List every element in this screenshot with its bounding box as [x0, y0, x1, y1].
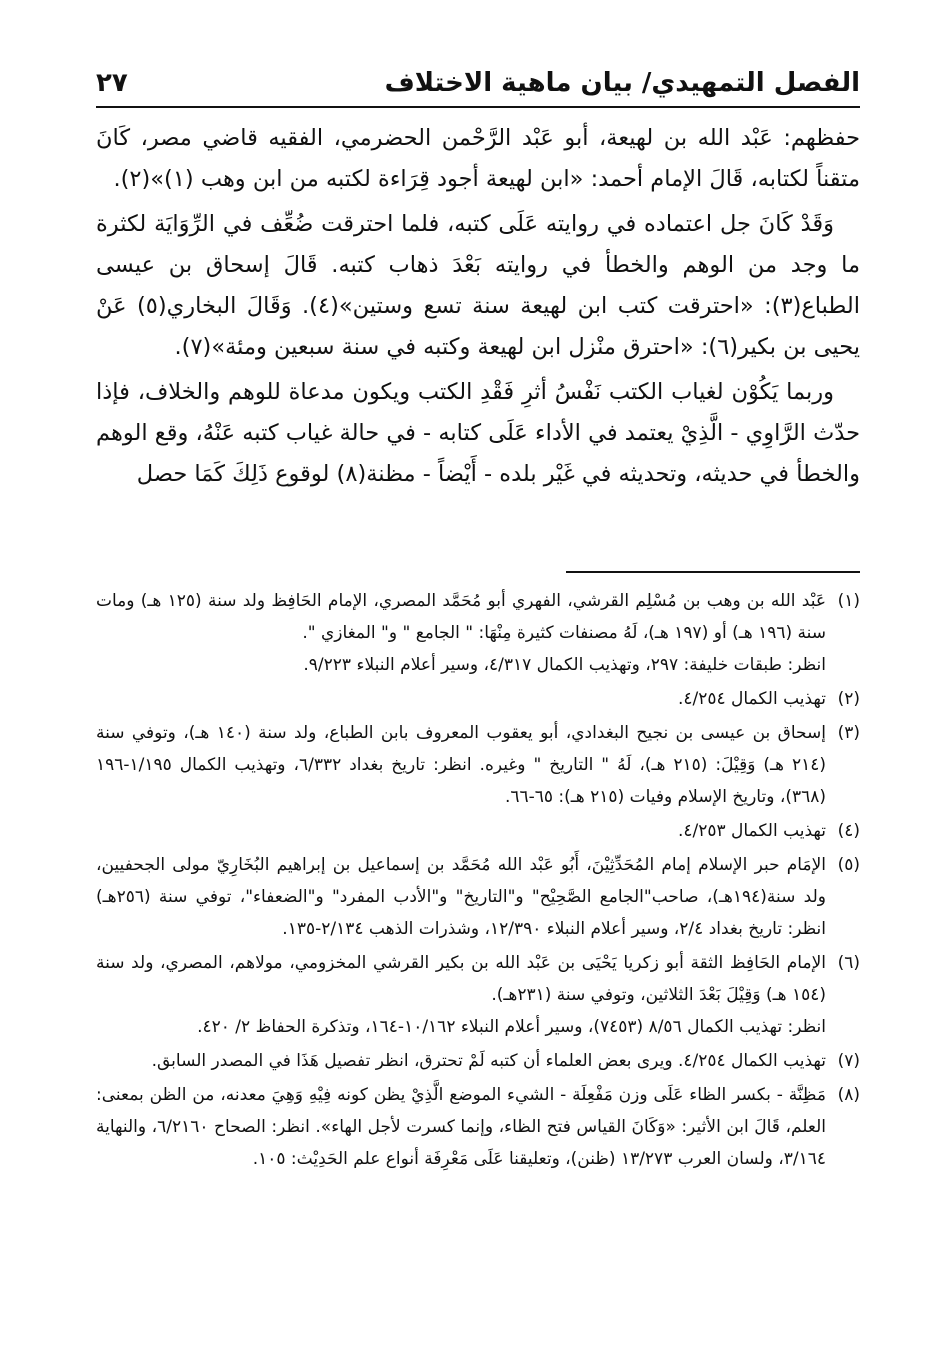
footnote-text: الإمَام حبر الإسلام إمام المُحَدِّثِيْنَ، أَبُو عَبْد الله مُحَمَّد بن إسماعيل بن إبراهيم البُخَارِيّ مولى الجحفيين، ولد سنة(١٩٤هـ)، صاحب"الجامع الصَّحِيْح" و"التاريخ" و"الأدب المفرد" و"الضعفاء"، توفي سنة (٢٥٦هـ) انظر: تاريخ بغداد ٢/٤، وسير أعلام النبلاء ١٢/٣٩٠، وشذرات الذهب ٢/١٣٤-١٣٥.: [96, 855, 826, 939]
paragraph: حفظهم: عَبْد الله بن لهيعة، أبو عَبْد الرَّحْمن الحضرمي، الفقيه قاضي مصر، كَانَ متقناً لكتابه، قَالَ الإمام أحمد: «ابن لهيعة أجود قِرَاءة لكتبه من ابن وهب (١)»(٢).: [96, 125, 860, 192]
page-number: ٢٧: [96, 68, 128, 98]
footnote-text: مَظِنَّة - بكسر الظاء عَلَى وزن مَفْعِلَة - الشيء الموضع الَّذِيْ يظن كونه فِيْهِ وَهِيَ معدنه، من الظن بمعنى: العلم، قَالَ ابن الأثير: «وَكَانَ القياس فتح الظاء، وإنما كسرت لأجل الهاء». انظر: الصحاح ٦/٢١٦٠، والنهاية ٣/١٦٤، ولسان العرب ١٣/٢٧٣ (ظنن)، وتعليقنا عَلَى مَعْرِفَة أنواع علم الحَدِيْث: ١٠٥.: [96, 1085, 826, 1169]
footnote-text: إسحاق بن عيسى بن نجيح البغدادي، أبو يعقوب المعروف بابن الطباع، ولد سنة (١٤٠ هـ)، وتوفي سنة (٢١٤ هـ) وَقِيْلَ: (٢١٥ هـ)، لَهُ " التاريخ " وغيره. انظر: تاريخ بغداد ٦/٣٣٢، وتهذيب الكمال ١/١٩٥-١٩٦ (٣٦٨)، وتاريخ الإسلام وفيات (٢١٥ هـ): ٦٥-٦٦.: [96, 723, 826, 807]
footnote-text: تهذيب الكمال ٤/٢٥٣.: [677, 821, 826, 841]
footnote: [96, 1045, 860, 1077]
footnotes: [96, 585, 860, 1175]
footnote-text: تهذيب الكمال ٤/٢٥٤. ويرى بعض العلماء أن كتبه لَمْ تحترق، انظر تفصيل هَذَا في المصدر السابق.: [151, 1051, 826, 1071]
footnote-reference: انظر: تهذيب الكمال ٨/٥٦ (٧٤٥٣)، وسير أعلام النبلاء ١٠/١٦٢-١٦٤، وتذكرة الحفاظ ٢/ ٤٢٠.: [197, 1017, 826, 1037]
footnote-number: (٧): [837, 1051, 860, 1071]
footnote-reference: انظر: طبقات خليفة: ٢٩٧، وتهذيب الكمال ٤/٣١٧، وسير أعلام النبلاء ٩/٢٢٣.: [303, 655, 826, 675]
footnote: [96, 947, 860, 1043]
footnote-number: (٤): [837, 821, 860, 841]
paragraph: وربما يَكُوْن لغياب الكتب نَفْسُ أثرِ فَقْدِ الكتب ويكون مدعاة للوهم والخلاف، فإذا حدّث الرَّاوِي - الَّذِيْ يعتمد في الأداء عَلَى كتابه - في حالة غياب كتبه عَنْهُ، وقع الوهم والخطأ في حديثه، وتحديثه في غَيْر بلده - أَيْضاً - مظنة(٨) لوقوع ذَلِكَ كَمَا حصل: [96, 379, 860, 487]
footnote-text: تهذيب الكمال ٤/٢٥٤.: [677, 689, 826, 709]
footnote: [96, 585, 860, 681]
book-page: [96, 66, 860, 1177]
footnote-separator: [566, 571, 860, 573]
main-text: [96, 118, 860, 495]
chapter-title: الفصل التمهيدي/ بيان ماهية الاختلاف: [384, 68, 860, 98]
paragraph: وَقَدْ كَانَ جل اعتماده في روايته عَلَى كتبه، فلما احترقت ضُعِّف في الرِّوَايَة لكثرة ما وجد من الوهم والخطأ في روايته بَعْدَ ذهاب كتبه. قَالَ إسحاق بن عيسى الطباع(٣): «احترقت كتب ابن لهيعة سنة تسع وستين»(٤). وَقَالَ البخاري(٥) عَنْ يحيى بن بكير(٦): «احترق منْزل ابن لهيعة وكتبه في سنة سبعين ومئة»(٧).: [96, 211, 860, 360]
footnote-number: (١): [837, 591, 860, 611]
footnote-number: (٣): [837, 723, 860, 743]
footnote-number: (٢): [837, 689, 860, 709]
footnote: [96, 1079, 860, 1175]
footnote-number: (٥): [837, 855, 860, 875]
footnote: [96, 717, 860, 813]
footnote-number: (٨): [837, 1085, 860, 1105]
footnote-number: (٦): [837, 953, 860, 973]
footnote-text: الإمام الحَافِظ الثقة أبو زكريا يَحْيَى بن عَبْد الله بن بكير القرشي المخزومي، مولاهم، المصري، ولد سنة (١٥٤ هـ) وَقِيْلَ بَعْدَ الثلاثين، وتوفي سنة (٢٣١هـ).: [96, 953, 826, 1005]
footnote: [96, 849, 860, 945]
running-header: [96, 66, 860, 108]
footnote: [96, 683, 860, 715]
footnote: [96, 815, 860, 847]
footnote-text: عَبْد الله بن وهب بن مُسْلِم القرشي، الفهري أبو مُحَمَّد المصري، الإمام الحَافِظ ولد سنة (١٢٥ هـ) ومات سنة (١٩٦ هـ) أو (١٩٧ هـ)، لَهُ مصنفات كثيرة مِنْهَا: " الجامع " و" المغازي ".: [96, 591, 826, 643]
